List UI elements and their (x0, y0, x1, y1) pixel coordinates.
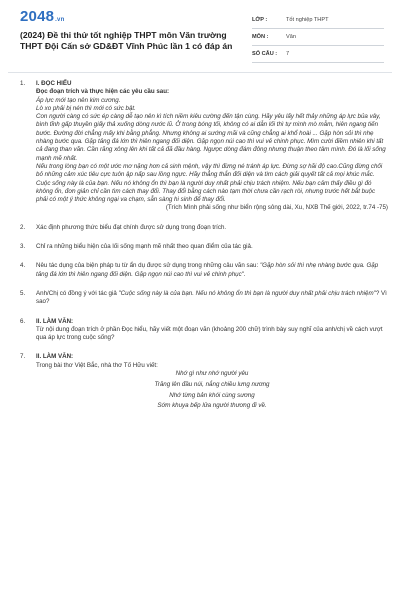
question-list (20, 80, 388, 422)
question-2: 2. Xác định phương thức biểu đạt chính được sử dụng trong đoạn trích. (20, 223, 227, 231)
instruction: Đọc đoạn trích và thực hiện các yêu cầu sau: (36, 88, 170, 96)
meta-row-count: SỐ CÂU : 7 (252, 48, 384, 63)
meta-row-subject: MÔN : Văn (252, 31, 384, 46)
section-heading: I. ĐỌC HIỂU (36, 80, 72, 87)
meta-row-class: LỚP : Tốt nghiệp THPT (252, 14, 384, 29)
poem-excerpt: Nhớ gì như nhớ người yêu Trăng lên đầu núi, nắng chiều lưng nương Nhớ từng bản khói cùng sương Sớm khuya bếp lửa người thương đi về. (154, 370, 270, 410)
header-divider (8, 72, 392, 73)
reading-passage: Áp lực mới tạo nên kim cương. Lò xo phải bị nén thì mới có sức bật. Con người càng có sức ép càng dễ tạo nên kì tích niềm kiêu cường đến tận cùng. Hãy yêu lấy hết thảy những áp lực bủa vây, bình tĩnh gấp thuyền giấy thả xuống dòng nước lũ. Ở trong bóng tối, không có ai dẫn lối thì tự mình mò mẫm, hiên ngang tiến bước. Đường đời chẳng mấy khi bằng phẳng. Nhưng không ai sướng mãi và cũng chẳng ai khổ hoài ... Gặp hòn sỏi thì nhẹ nhàng bước qua. Gặp tảng đá lớn thì hiên ngang đối diện. Gặp ngọn núi cao thì vui vẻ chinh phục. Mìm cười điềm nhiên khi tất cả đang than vãn. Cần răng xông lên khi tất cả đã đầu hàng. Ngược dòng đám đông nhưng thuận theo tâm mình. Đó là lối sống mạnh mẽ nhất. Nếu trong lòng bạn có một ước mơ nặng hơn cả sinh mệnh, vậy thì đừng né tránh áp lực. Đừng sợ hãi độ cao.Cũng đừng chối bỏ những cảm xúc tiêu cực tuôn ập nấp sau lồng ngực. Hãy thẳng thắn đối diện và tìm cách giải quyết tất cả mọi khúc mắc. Cuộc sống này là của bạn. Nếu nó không ổn thì bạn là người duy nhất phải chịu trách nhiệm. Nếu bạn cảm thấy điều gì đó không ổn, đơn giản chỉ cần tìm cách thay đổi. Thay đổi bằng cách nào tạm thời chưa cần rạch ròi, nhưng trước hết bắt buộc phải có một ý thức không ngại va chạm, sẵn sàng hi sinh để thay đổi. (Trích Mình phải sống như biển rộng sông dài, Xu, NXB Thế giới, 2022, tr.74 -75) (36, 96, 388, 212)
question-6: 6. II. LÀM VĂN: Từ nội dung đoạn trích ở phần Đọc hiểu, hãy viết một đoạn văn (khoảng 200 chữ) trình bày suy nghĩ của anh/chị về cách vượt qua áp lực trong cuộc sống? (20, 317, 383, 342)
question-5: 5. Anh/Chị có đồng ý với tác giả "Cuộc sống này là của bạn. Nếu nó không ổn thì bạn là người duy nhất phải chịu trách nhiệm"? Vì sao? (20, 289, 387, 306)
source-citation: (Trích Mình phải sống như biển rộng sông dài, Xu, NXB Thế giới, 2022, tr.74 -75) (165, 204, 388, 212)
question-7: 7. II. LÀM VĂN: Trong bài thơ Việt Bắc, nhà thơ Tố Hữu viết: Nhớ gì như nhớ người yêu Trăng lên đầu núi, nắng chiều lưng nương Nhớ từng bản khói cùng sương Sớm khuya bếp lửa người thương đi về. (20, 353, 388, 410)
question-3: 3. Chỉ ra những biểu hiện của lối sống mạnh mẽ nhất theo quan điểm của tác giả. (20, 243, 253, 251)
question-4: 4. Nêu tác dụng của biện pháp tu từ ẩn dụ được sử dụng trong những câu văn sau: "Gặp hòn sỏi thì nhẹ nhàng bước qua. Gặp tảng đá lớn thì hiên ngang đối diện. Gặp ngọn núi cao thì vui vẻ chinh phục". (20, 262, 379, 278)
meta-info (252, 14, 384, 65)
site-logo[interactable]: 2048.vn (20, 8, 65, 25)
document-title: (2024) Đề thi thử tốt nghiệp THPT môn Văn trường THPT Đội Cấn sở GD&ĐT Vĩnh Phúc lần 1 có đáp án (20, 30, 233, 51)
question-1: 1. I. ĐỌC HIỂU Đọc đoạn trích và thực hiện các yêu cầu sau: Áp lực mới tạo nên kim cương. Lò xo phải bị nén thì mới có sức bật. Con người càng có sức ép càng dễ tạo nên kì tích niềm kiêu cường đến tận cùng. Hãy yêu lấy hết thảy những áp lực bủa vây, bình tĩnh gấp thuyền giấy thả xuống dòng nước lũ. Ở trong bóng tối, không có ai dẫn lối thì tự mình mò mẫm, hiên ngang tiến bước. Đường đời chẳng mấy khi bằng phẳng. Nhưng không ai sướng mãi và cũng chẳng ai khổ hoài ... Gặp hòn sỏi thì nhẹ nhàng bước qua. Gặp tảng đá lớn thì hiên ngang đối diện. Gặp ngọn núi cao thì vui vẻ chinh phục. Mìm cười điềm nhiên khi tất cả đang than vãn. Cần răng xông lên khi tất cả đã đầu hàng. Ngược dòng đám đông nhưng thuận theo tâm mình. Đó là lối sống mạnh mẽ nhất. Nếu trong lòng bạn có một ước mơ nặng hơn cả sinh mệnh, vậy thì đừng né tránh áp lực. Đừng sợ hãi độ cao.Cũng đừng chối bỏ những cảm xúc tiêu cực tuôn ập nấp sau lồng ngực. Hãy thẳng thắn đối diện và tìm cách giải quyết tất cả mọi khúc mắc. Cuộc sống này là của bạn. Nếu nó không ổn thì bạn là người duy nhất phải chịu trách nhiệm. Nếu bạn cảm thấy điều gì đó không ổn, đơn giản chỉ cần tìm cách thay đổi. Thay đổi bằng cách nào tạm thời chưa cần rạch ròi, nhưng trước hết bắt buộc phải có một ý thức không ngại va chạm, sẵn sàng hi sinh để thay đổi. (Trích Mình phải sống như biển rộng sông dài, Xu, NXB Thế giới, 2022, tr.74 -75) (20, 80, 388, 212)
document-header (0, 0, 400, 68)
